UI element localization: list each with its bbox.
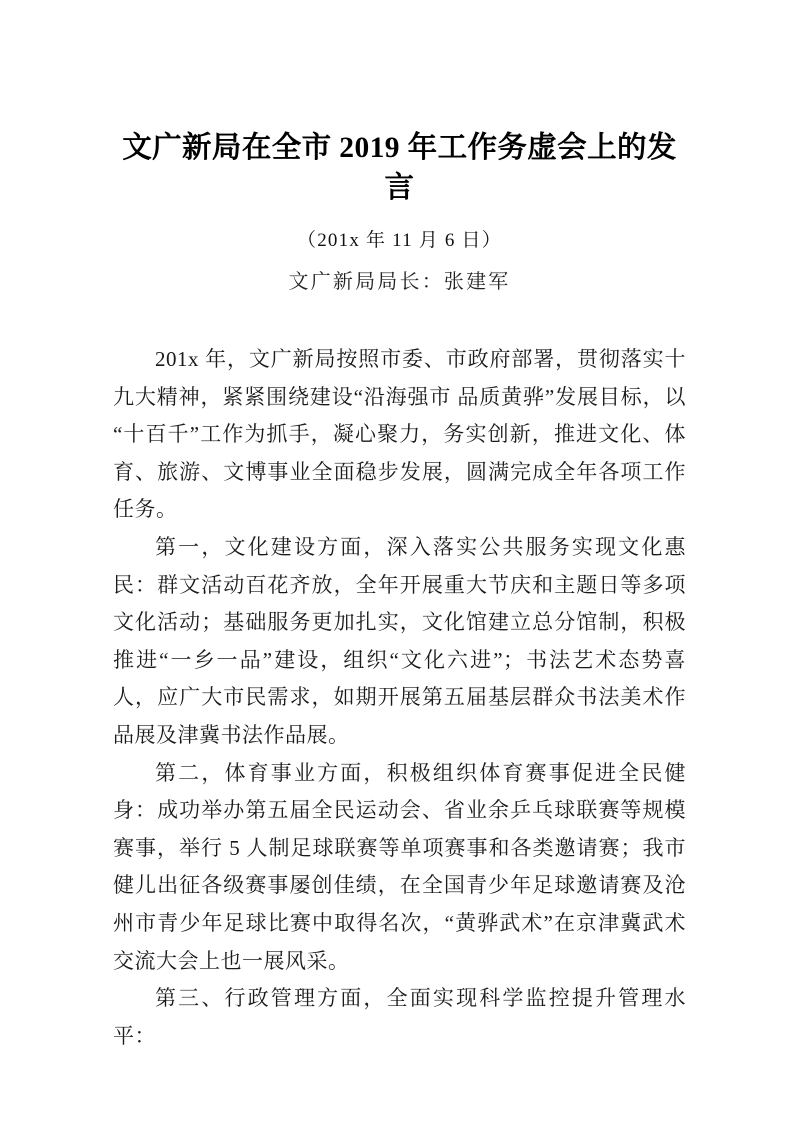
paragraph-intro: 201x 年，文广新局按照市委、市政府部署，贯彻落实十九大精神，紧紧围绕建设“沿海强市 品质黄骅”发展目标，以“十百千”工作为抓手，凝心聚力，务实创新，推进文化、体育、旅游、文博事业全面稳步发展，圆满完成全年各项工作任务。 xyxy=(113,347,686,522)
document-body xyxy=(113,0,686,1055)
page-title: 文广新局在全市 2019 年工作务虚会上的发言 xyxy=(122,132,677,204)
document-date: （201x 年 11 月 6 日） xyxy=(297,230,502,251)
document-author: 文广新局局长：张建军 xyxy=(288,271,511,293)
document-content xyxy=(113,297,686,1055)
paragraph-sports: 第二，体育事业方面，积极组织体育赛事促进全民健身：成功举办第五届全民运动会、省业余乒乓球联赛等规模赛事，举行 5 人制足球联赛等单项赛事和各类邀请赛；我市健儿出征各级赛事屡创佳绩，在全国青少年足球邀请赛及沧州市青少年足球比赛中取得名次，“黄骅武术”在京津冀武术交流大会上也一展风采。 xyxy=(113,760,686,973)
paragraph-culture: 第一，文化建设方面，深入落实公共服务实现文化惠民：群文活动百花齐放，全年开展重大节庆和主题日等多项文化活动；基础服务更加扎实，文化馆建立总分馆制，积极推进“一乡一品”建设，组织“文化六进”；书法艺术态势喜人，应广大市民需求，如期开展第五届基层群众书法美术作品展及津冀书法作品展。 xyxy=(113,534,686,747)
paragraph-administration: 第三、行政管理方面，全面实现科学监控提升管理水平： xyxy=(113,986,686,1048)
